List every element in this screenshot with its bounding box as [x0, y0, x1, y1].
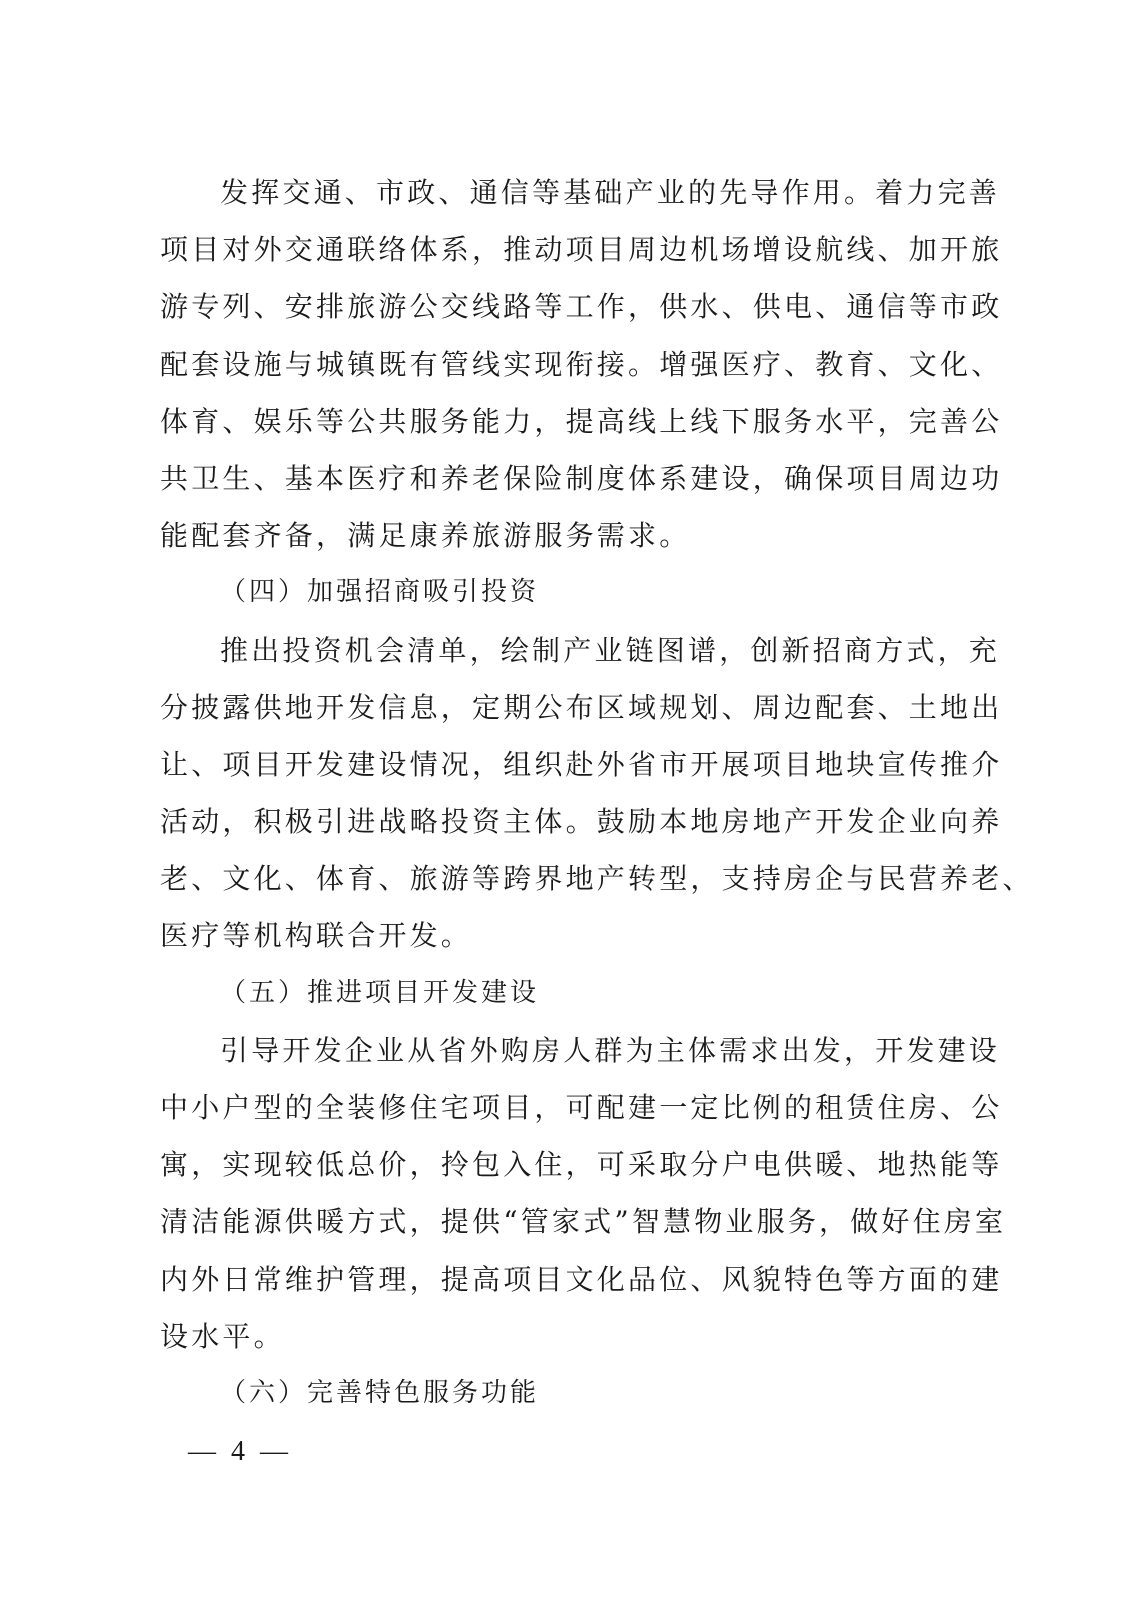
paragraph-line: 配套设施与城镇既有管线实现衔接。增强医疗、教育、文化、 [160, 347, 1003, 381]
paragraph-line: 老、文化、体育、旅游等跨界地产转型，支持房企与民营养老、 [160, 862, 1034, 896]
paragraph-line: 推出投资机会清单，绘制产业链图谱，创新招商方式，充 [220, 633, 1001, 667]
paragraph-line: 中小户型的全装修住宅项目，可配建一定比例的租赁住房、公 [160, 1091, 1003, 1124]
section-heading: （四）加强招商吸引投资 [220, 577, 540, 608]
paragraph-line: 游专列、安排旅游公交线路等工作，供水、供电、通信等市政 [160, 290, 1003, 324]
paragraph-line: 能配套齐备，满足康养旅游服务需求。 [160, 519, 691, 553]
paragraph-line: 清洁能源供暖方式，提供“管家式”智慧物业服务，做好住房室 [160, 1205, 1007, 1239]
paragraph-line: 体育、娱乐等公共服务能力，提高线上线下服务水平，完善公 [160, 404, 1003, 438]
section-heading: （五）推进项目开发建设 [220, 977, 540, 1008]
paragraph-line: 医疗等机构联合开发。 [160, 919, 473, 953]
document-body [160, 164, 1034, 1422]
paragraph-line: 分披露供地开发信息，定期公布区域规划、周边配套、土地出 [160, 690, 1003, 724]
paragraph-line: 发挥交通、市政、通信等基础产业的先导作用。着力完善 [220, 176, 1001, 209]
paragraph-line: 共卫生、基本医疗和养老保险制度体系建设，确保项目周边功 [160, 461, 1003, 495]
paragraph-line: 设水平。 [160, 1319, 285, 1353]
paragraph-line: 项目对外交通联络体系，推动项目周边机场增设航线、加开旅 [160, 233, 1003, 267]
paragraph-line: 活动，积极引进战略投资主体。鼓励本地房地产开发企业向养 [160, 805, 1003, 839]
section-heading: （六）完善特色服务功能 [220, 1377, 540, 1408]
paragraph-line: 引导开发企业从省外购房人群为主体需求出发，开发建设 [220, 1033, 1001, 1067]
paragraph-line: 寓，实现较低总价，拎包入住，可采取分户电供暖、地热能等 [160, 1148, 1003, 1182]
paragraph-line: 内外日常维护管理，提高项目文化品位、风貌特色等方面的建 [160, 1262, 1003, 1296]
page-number: — 4 — [188, 1436, 292, 1467]
paragraph-line: 让、项目开发建设情况，组织赴外省市开展项目地块宣传推介 [160, 747, 1003, 781]
